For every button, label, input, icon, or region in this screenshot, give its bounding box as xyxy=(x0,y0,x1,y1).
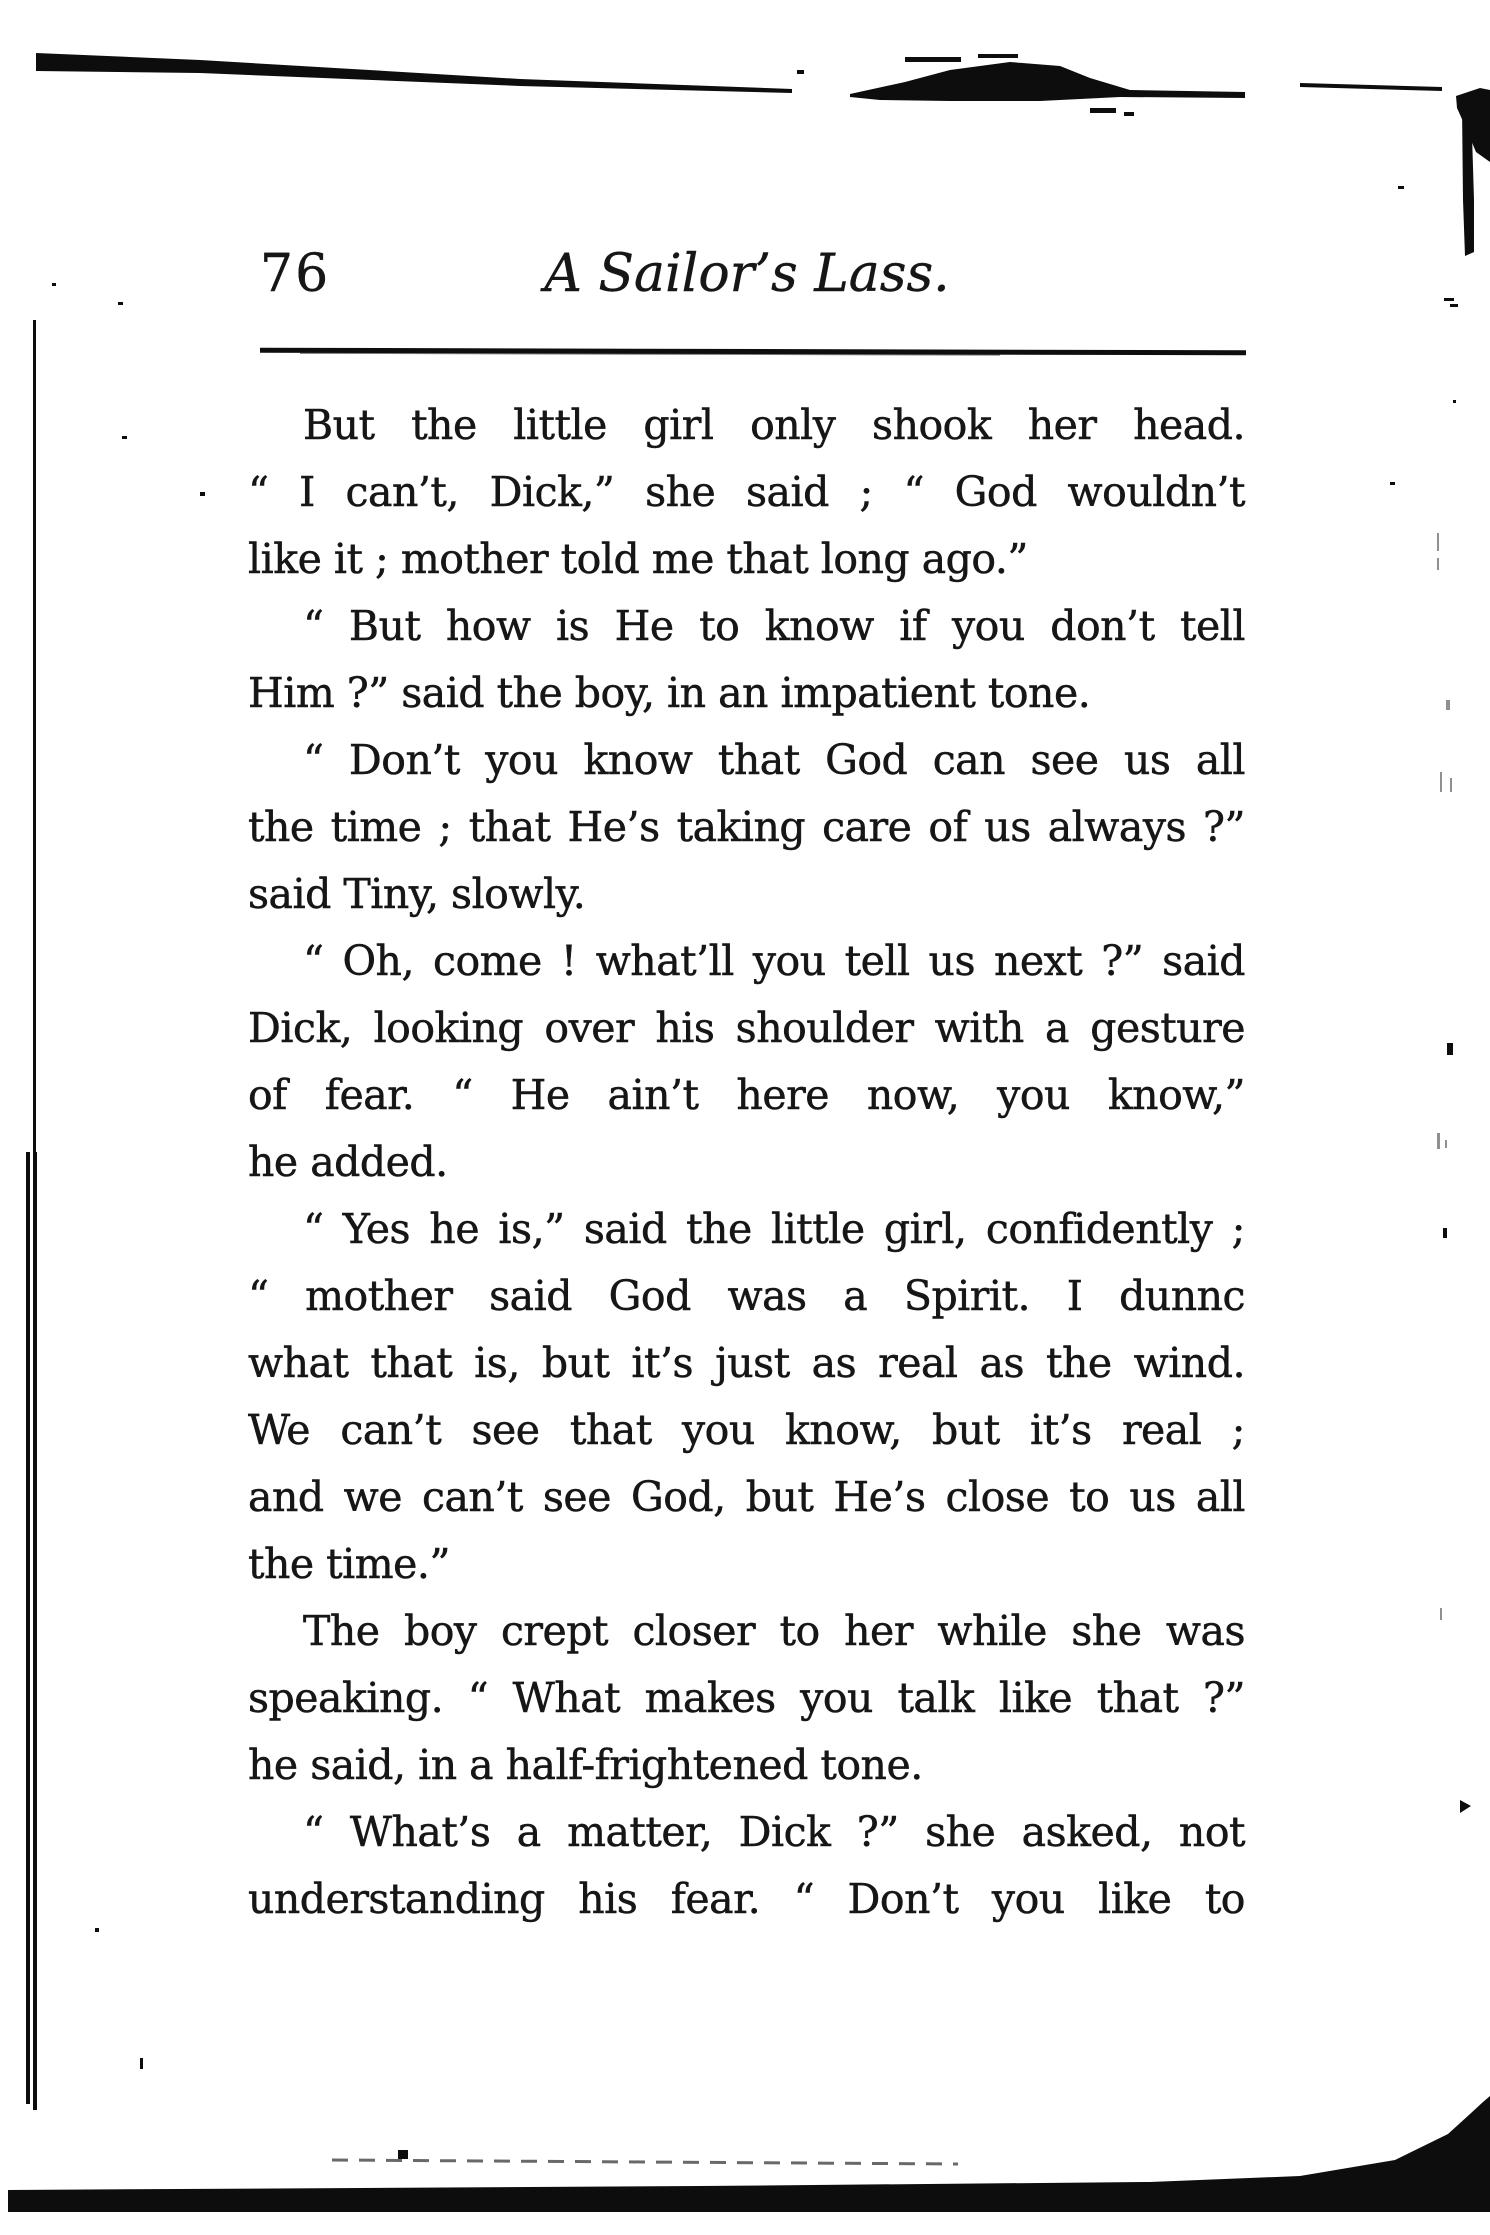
scan-streak-top-right xyxy=(1300,83,1442,91)
text-line: like it ; mother told me that long ago.” xyxy=(248,535,1028,583)
text-line: “ Don’t you know that God can see us all xyxy=(303,736,1245,784)
text-line: he said, in a half-frightened tone. xyxy=(248,1741,923,1789)
text-line: We can’t see that you know, but it’s real ; xyxy=(248,1406,1245,1454)
text-line: he added. xyxy=(248,1138,448,1186)
text-line: “ Yes he is,” said the little girl, confidently ; xyxy=(303,1205,1245,1253)
text-line: speaking. “ What makes you talk like that ?” xyxy=(248,1674,1245,1722)
page-edge-faint-marks xyxy=(1437,533,1452,1620)
scan-border-bottom xyxy=(8,2096,1490,2212)
text-line: the time.” xyxy=(248,1540,450,1588)
text-line: “ But how is He to know if you don’t tell xyxy=(303,602,1245,650)
text-line: Dick, looking over his shoulder with a gesture xyxy=(248,1004,1245,1052)
scan-dashed-line-bottom xyxy=(332,2160,958,2164)
page-number: 76 xyxy=(260,244,331,304)
scan-fuzz-top-middle xyxy=(850,62,1245,101)
page-header xyxy=(248,244,1246,314)
text-line: Him ?” said the boy, in an impatient tone. xyxy=(248,669,1091,717)
text-line: “ Oh, come ! what’ll you tell us next ?” said xyxy=(303,937,1245,985)
scan-corner-blob xyxy=(1456,88,1490,162)
scan-border-left xyxy=(33,320,36,1158)
text-line: understanding his fear. “ Don’t you like to xyxy=(248,1875,1245,1923)
text-line: “ What’s a matter, Dick ?” she asked, not xyxy=(303,1808,1245,1856)
text-line: what that is, but it’s just as real as the wind. xyxy=(248,1339,1245,1387)
text-line: “ I can’t, Dick,” she said ; “ God wouldn’t xyxy=(248,468,1245,516)
text-line: The boy crept closer to her while she was xyxy=(303,1607,1245,1655)
text-line: the time ; that He’s taking care of us always ?” xyxy=(248,803,1245,851)
running-title: A Sailor’s Lass. xyxy=(544,244,950,304)
text-line: But the little girl only shook her head. xyxy=(303,401,1245,449)
scan-streak-top-left xyxy=(36,53,792,93)
scan-streak-right-edge xyxy=(1462,102,1474,256)
header-rule xyxy=(260,348,1246,356)
scan-speck xyxy=(797,70,804,74)
text-line: of fear. “ He ain’t here now, you know,” xyxy=(248,1071,1245,1119)
text-line: said Tiny, slowly. xyxy=(248,870,586,918)
text-line: and we can’t see God, but He’s close to us all xyxy=(248,1473,1245,1521)
text-line: “ mother said God was a Spirit. I dunnc xyxy=(248,1272,1245,1320)
body-text xyxy=(248,392,1245,1933)
